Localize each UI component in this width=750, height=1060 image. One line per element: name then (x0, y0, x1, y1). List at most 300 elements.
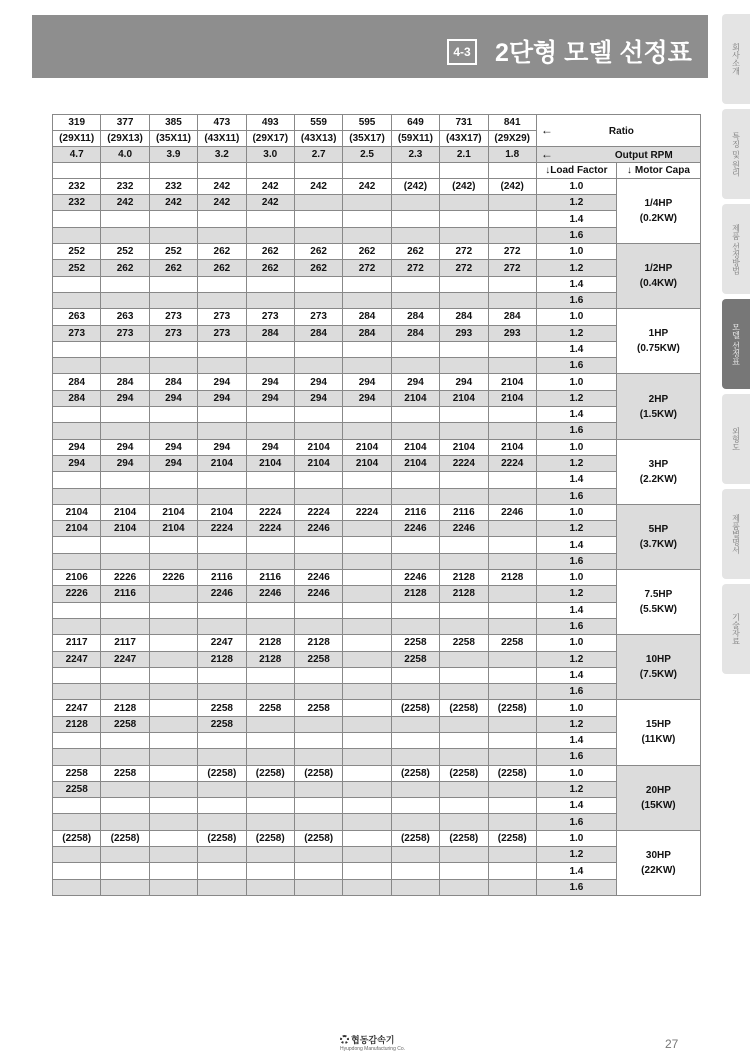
empty-cell (440, 276, 488, 292)
model-cell: 294 (101, 390, 149, 406)
empty-cell (343, 488, 391, 504)
model-cell: 284 (294, 325, 342, 341)
model-cell: 262 (198, 244, 246, 260)
empty-cell (488, 847, 536, 863)
empty-cell (294, 749, 342, 765)
model-cell: 2258 (391, 651, 439, 667)
empty-cell (198, 407, 246, 423)
empty-cell (246, 407, 294, 423)
model-cell: (2258) (294, 765, 342, 781)
empty-cell (101, 211, 149, 227)
model-cell: 2104 (488, 390, 536, 406)
empty-cell (101, 488, 149, 504)
model-cell: (2258) (391, 765, 439, 781)
empty-cell (149, 814, 197, 830)
empty-cell (53, 407, 101, 423)
model-cell: 294 (343, 374, 391, 390)
load-factor-value: 1.4 (536, 667, 616, 683)
model-cell: 2116 (101, 586, 149, 602)
empty-cell (488, 553, 536, 569)
model-cell: 2258 (198, 716, 246, 732)
empty-cell (53, 276, 101, 292)
model-cell: 2258 (246, 700, 294, 716)
empty-cell (391, 618, 439, 634)
empty-cell (488, 521, 536, 537)
empty-cell (53, 879, 101, 895)
motor-hp: 7.5HP (644, 589, 673, 601)
empty-cell (53, 618, 101, 634)
load-factor-value: 1.6 (536, 292, 616, 308)
empty-cell (53, 749, 101, 765)
empty-cell (198, 847, 246, 863)
ratio-label: Ratio (608, 126, 634, 138)
empty-cell (246, 798, 294, 814)
side-tab-3[interactable] (722, 204, 750, 294)
empty-cell (343, 716, 391, 732)
model-cell: 2104 (391, 439, 439, 455)
empty-cell (198, 732, 246, 748)
empty-cell (391, 781, 439, 797)
empty-cell (391, 276, 439, 292)
empty-cell (294, 276, 342, 292)
empty-cell (198, 879, 246, 895)
model-cell: (2258) (198, 765, 246, 781)
motor-capacity (616, 700, 700, 765)
empty-cell (440, 651, 488, 667)
load-factor-value: 1.6 (536, 749, 616, 765)
empty-cell (246, 553, 294, 569)
model-cell: 284 (149, 374, 197, 390)
model-cell: (2258) (53, 830, 101, 846)
empty-cell (149, 765, 197, 781)
load-factor-value: 1.4 (536, 407, 616, 423)
empty-cell (343, 830, 391, 846)
empty-cell (246, 472, 294, 488)
empty-cell (246, 162, 294, 178)
ratio-value: 841 (488, 115, 536, 131)
model-cell: 284 (101, 374, 149, 390)
rpm-label: Output RPM (614, 150, 673, 162)
empty-cell (440, 781, 488, 797)
model-cell: 2116 (246, 570, 294, 586)
model-cell: 2258 (53, 781, 101, 797)
motor-capa-label: Motor Capa (634, 164, 690, 176)
empty-cell (294, 618, 342, 634)
empty-cell (101, 358, 149, 374)
side-tab-label: 제품 선정방법 (731, 223, 741, 275)
empty-cell (294, 879, 342, 895)
load-factor-value: 1.2 (536, 651, 616, 667)
ratio-split-value: (43X17) (440, 130, 488, 146)
empty-cell (149, 358, 197, 374)
empty-cell (294, 423, 342, 439)
load-factor-value: 1.0 (536, 765, 616, 781)
empty-cell (343, 341, 391, 357)
empty-cell (488, 537, 536, 553)
left-arrow-icon: ← (540, 147, 553, 162)
motor-hp: 2HP (648, 393, 669, 405)
empty-cell (343, 358, 391, 374)
empty-cell (294, 814, 342, 830)
model-cell: (2258) (391, 830, 439, 846)
empty-cell (343, 847, 391, 863)
load-factor-value: 1.2 (536, 847, 616, 863)
model-cell: 2128 (246, 651, 294, 667)
model-cell: (2258) (198, 830, 246, 846)
model-cell: 2258 (101, 716, 149, 732)
empty-cell (294, 847, 342, 863)
ratio-value: 319 (53, 115, 101, 131)
load-factor-value: 1.6 (536, 488, 616, 504)
empty-cell (53, 227, 101, 243)
model-cell: 2104 (101, 504, 149, 520)
empty-cell (101, 292, 149, 308)
load-factor-value: 1.2 (536, 195, 616, 211)
left-arrow-icon: ← (540, 123, 553, 138)
empty-cell (343, 227, 391, 243)
empty-cell (343, 602, 391, 618)
empty-cell (391, 553, 439, 569)
motor-capa-header (616, 162, 700, 178)
brand-logo (340, 1033, 405, 1052)
rpm-value: 2.1 (440, 146, 488, 162)
model-cell: (242) (440, 178, 488, 194)
empty-cell (149, 537, 197, 553)
empty-cell (149, 553, 197, 569)
empty-cell (440, 749, 488, 765)
model-cell: 2224 (246, 521, 294, 537)
empty-cell (391, 162, 439, 178)
model-cell: 262 (246, 260, 294, 276)
empty-cell (488, 211, 536, 227)
page-header (32, 15, 708, 78)
motor-hp: 30HP (645, 849, 671, 861)
brand-name: 협동감속기 (351, 1035, 395, 1045)
empty-cell (294, 358, 342, 374)
empty-cell (101, 407, 149, 423)
load-factor-value: 1.0 (536, 439, 616, 455)
empty-cell (246, 781, 294, 797)
empty-cell (294, 211, 342, 227)
empty-cell (488, 651, 536, 667)
load-factor-value: 1.0 (536, 700, 616, 716)
motor-capacity (616, 830, 700, 895)
load-factor-value: 1.2 (536, 455, 616, 471)
ratio-split-value: (43X13) (294, 130, 342, 146)
empty-cell (198, 618, 246, 634)
load-factor-value: 1.6 (536, 814, 616, 830)
model-cell: (2258) (440, 700, 488, 716)
rpm-value: 2.5 (343, 146, 391, 162)
empty-cell (343, 651, 391, 667)
model-cell: 2258 (391, 635, 439, 651)
empty-cell (343, 684, 391, 700)
empty-cell (488, 732, 536, 748)
empty-cell (149, 227, 197, 243)
empty-cell (149, 798, 197, 814)
empty-cell (53, 211, 101, 227)
empty-cell (101, 749, 149, 765)
model-cell: 272 (488, 260, 536, 276)
empty-cell (343, 635, 391, 651)
model-cell: 273 (198, 325, 246, 341)
model-cell: 273 (198, 309, 246, 325)
ratio-value: 493 (246, 115, 294, 131)
ratio-value: 385 (149, 115, 197, 131)
empty-cell (198, 667, 246, 683)
model-cell: 2104 (198, 455, 246, 471)
model-cell: 262 (391, 244, 439, 260)
empty-cell (53, 684, 101, 700)
empty-cell (488, 341, 536, 357)
rpm-value: 3.2 (198, 146, 246, 162)
empty-cell (246, 618, 294, 634)
model-cell: 294 (343, 390, 391, 406)
load-factor-value: 1.4 (536, 472, 616, 488)
model-cell: 2104 (343, 439, 391, 455)
empty-cell (343, 423, 391, 439)
empty-cell (488, 798, 536, 814)
empty-cell (440, 618, 488, 634)
empty-cell (343, 276, 391, 292)
empty-cell (294, 798, 342, 814)
empty-cell (391, 195, 439, 211)
model-cell: 294 (149, 439, 197, 455)
empty-cell (294, 292, 342, 308)
load-factor-header (536, 162, 616, 178)
empty-cell (440, 732, 488, 748)
empty-cell (101, 341, 149, 357)
model-cell: 2258 (440, 635, 488, 651)
empty-cell (198, 162, 246, 178)
model-cell: 294 (101, 439, 149, 455)
empty-cell (149, 407, 197, 423)
model-cell: 284 (343, 325, 391, 341)
model-cell: 2224 (246, 504, 294, 520)
empty-cell (101, 667, 149, 683)
motor-kw: (22KW) (641, 864, 676, 876)
model-cell: 284 (391, 309, 439, 325)
motor-hp: 15HP (645, 719, 671, 731)
empty-cell (440, 602, 488, 618)
model-cell: 2104 (440, 390, 488, 406)
empty-cell (101, 814, 149, 830)
side-tab-2[interactable] (722, 109, 750, 199)
empty-cell (488, 358, 536, 374)
model-cell: 2224 (294, 504, 342, 520)
load-factor-value: 1.4 (536, 341, 616, 357)
empty-cell (198, 814, 246, 830)
empty-cell (440, 162, 488, 178)
model-cell: 2226 (149, 570, 197, 586)
load-factor-value: 1.4 (536, 276, 616, 292)
empty-cell (343, 537, 391, 553)
empty-cell (246, 276, 294, 292)
empty-cell (149, 749, 197, 765)
empty-cell (53, 667, 101, 683)
empty-cell (198, 276, 246, 292)
model-cell: 2104 (149, 521, 197, 537)
model-cell: 262 (294, 260, 342, 276)
model-cell: 262 (246, 244, 294, 260)
empty-cell (343, 879, 391, 895)
motor-kw: (0.2KW) (639, 212, 678, 224)
empty-cell (246, 716, 294, 732)
model-cell: 294 (53, 439, 101, 455)
empty-cell (198, 749, 246, 765)
model-cell: 242 (343, 178, 391, 194)
empty-cell (488, 423, 536, 439)
empty-cell (246, 667, 294, 683)
empty-cell (391, 814, 439, 830)
model-cell: 262 (149, 260, 197, 276)
empty-cell (149, 651, 197, 667)
empty-cell (101, 879, 149, 895)
empty-cell (440, 879, 488, 895)
empty-cell (198, 602, 246, 618)
model-cell: (2258) (440, 830, 488, 846)
empty-cell (488, 879, 536, 895)
side-tab-label: 외형도 (731, 427, 741, 451)
model-cell: (2258) (391, 700, 439, 716)
load-factor-value: 1.2 (536, 781, 616, 797)
rpm-value: 1.8 (488, 146, 536, 162)
empty-cell (198, 292, 246, 308)
model-cell: 2258 (294, 651, 342, 667)
ratio-header (536, 115, 700, 147)
empty-cell (101, 781, 149, 797)
empty-cell (391, 798, 439, 814)
motor-kw: (3.7KW) (639, 538, 678, 550)
empty-cell (294, 341, 342, 357)
model-cell: 2116 (391, 504, 439, 520)
empty-cell (440, 537, 488, 553)
ratio-split-value: (35X17) (343, 130, 391, 146)
model-cell: 284 (440, 309, 488, 325)
side-tab-1[interactable] (722, 14, 750, 104)
model-cell: 2104 (391, 455, 439, 471)
motor-capacity (616, 635, 700, 700)
empty-cell (149, 211, 197, 227)
empty-cell (198, 227, 246, 243)
empty-cell (53, 814, 101, 830)
side-tab-6[interactable] (722, 489, 750, 579)
ratio-split-value: (35X11) (149, 130, 197, 146)
load-factor-value: 1.4 (536, 798, 616, 814)
model-cell: 242 (198, 178, 246, 194)
motor-hp: 10HP (645, 654, 671, 666)
page-title: 2단형 모델 선정표 (495, 39, 692, 67)
model-cell: (2258) (440, 765, 488, 781)
motor-kw: (0.4KW) (639, 278, 678, 290)
model-cell: 2128 (488, 570, 536, 586)
page-number: 27 (665, 1037, 679, 1051)
model-cell: 252 (53, 260, 101, 276)
empty-cell (294, 407, 342, 423)
rpm-header (536, 146, 700, 162)
empty-cell (101, 863, 149, 879)
model-cell: 2128 (101, 700, 149, 716)
empty-cell (294, 667, 342, 683)
motor-hp: 1/4HP (644, 197, 673, 209)
model-cell: 2246 (294, 521, 342, 537)
model-cell: 273 (294, 309, 342, 325)
empty-cell (294, 488, 342, 504)
rpm-value: 4.7 (53, 146, 101, 162)
side-tab-label: 모델 선정표 (731, 322, 741, 366)
empty-cell (149, 700, 197, 716)
empty-cell (246, 211, 294, 227)
load-factor-value: 1.4 (536, 211, 616, 227)
model-cell: 2128 (440, 586, 488, 602)
empty-cell (246, 292, 294, 308)
side-tab-5[interactable] (722, 394, 750, 484)
model-cell: 2258 (294, 700, 342, 716)
empty-cell (198, 537, 246, 553)
empty-cell (198, 472, 246, 488)
empty-cell (101, 602, 149, 618)
model-cell: 2104 (294, 455, 342, 471)
empty-cell (198, 684, 246, 700)
empty-cell (198, 863, 246, 879)
motor-hp: 5HP (648, 523, 669, 535)
empty-cell (488, 781, 536, 797)
motor-kw: (0.75KW) (637, 343, 680, 355)
model-selection-table (52, 114, 701, 896)
empty-cell (343, 667, 391, 683)
load-factor-value: 1.6 (536, 227, 616, 243)
load-factor-value: 1.0 (536, 244, 616, 260)
model-cell: 2104 (101, 521, 149, 537)
empty-cell (53, 863, 101, 879)
empty-cell (246, 423, 294, 439)
model-cell: 2247 (53, 651, 101, 667)
ratio-split-value: (29X29) (488, 130, 536, 146)
motor-capacity (616, 374, 700, 439)
empty-cell (343, 472, 391, 488)
empty-cell (343, 749, 391, 765)
empty-cell (101, 162, 149, 178)
model-cell: 252 (149, 244, 197, 260)
model-cell: 2117 (101, 635, 149, 651)
motor-capacity (616, 439, 700, 504)
empty-cell (488, 195, 536, 211)
empty-cell (488, 472, 536, 488)
empty-cell (101, 732, 149, 748)
model-cell: 272 (391, 260, 439, 276)
empty-cell (391, 602, 439, 618)
model-cell: 294 (198, 374, 246, 390)
model-cell: 2247 (101, 651, 149, 667)
empty-cell (53, 472, 101, 488)
motor-capacity (616, 570, 700, 635)
model-cell: 2224 (488, 455, 536, 471)
motor-hp: 1HP (648, 328, 669, 340)
empty-cell (198, 798, 246, 814)
load-factor-value: 1.6 (536, 684, 616, 700)
empty-cell (294, 602, 342, 618)
side-tab-4[interactable] (722, 299, 750, 389)
empty-cell (246, 684, 294, 700)
empty-cell (488, 602, 536, 618)
empty-cell (149, 830, 197, 846)
load-factor-value: 1.0 (536, 570, 616, 586)
model-cell: (2258) (488, 700, 536, 716)
side-tab-7[interactable] (722, 584, 750, 674)
empty-cell (198, 211, 246, 227)
model-cell: 2104 (488, 439, 536, 455)
empty-cell (53, 602, 101, 618)
